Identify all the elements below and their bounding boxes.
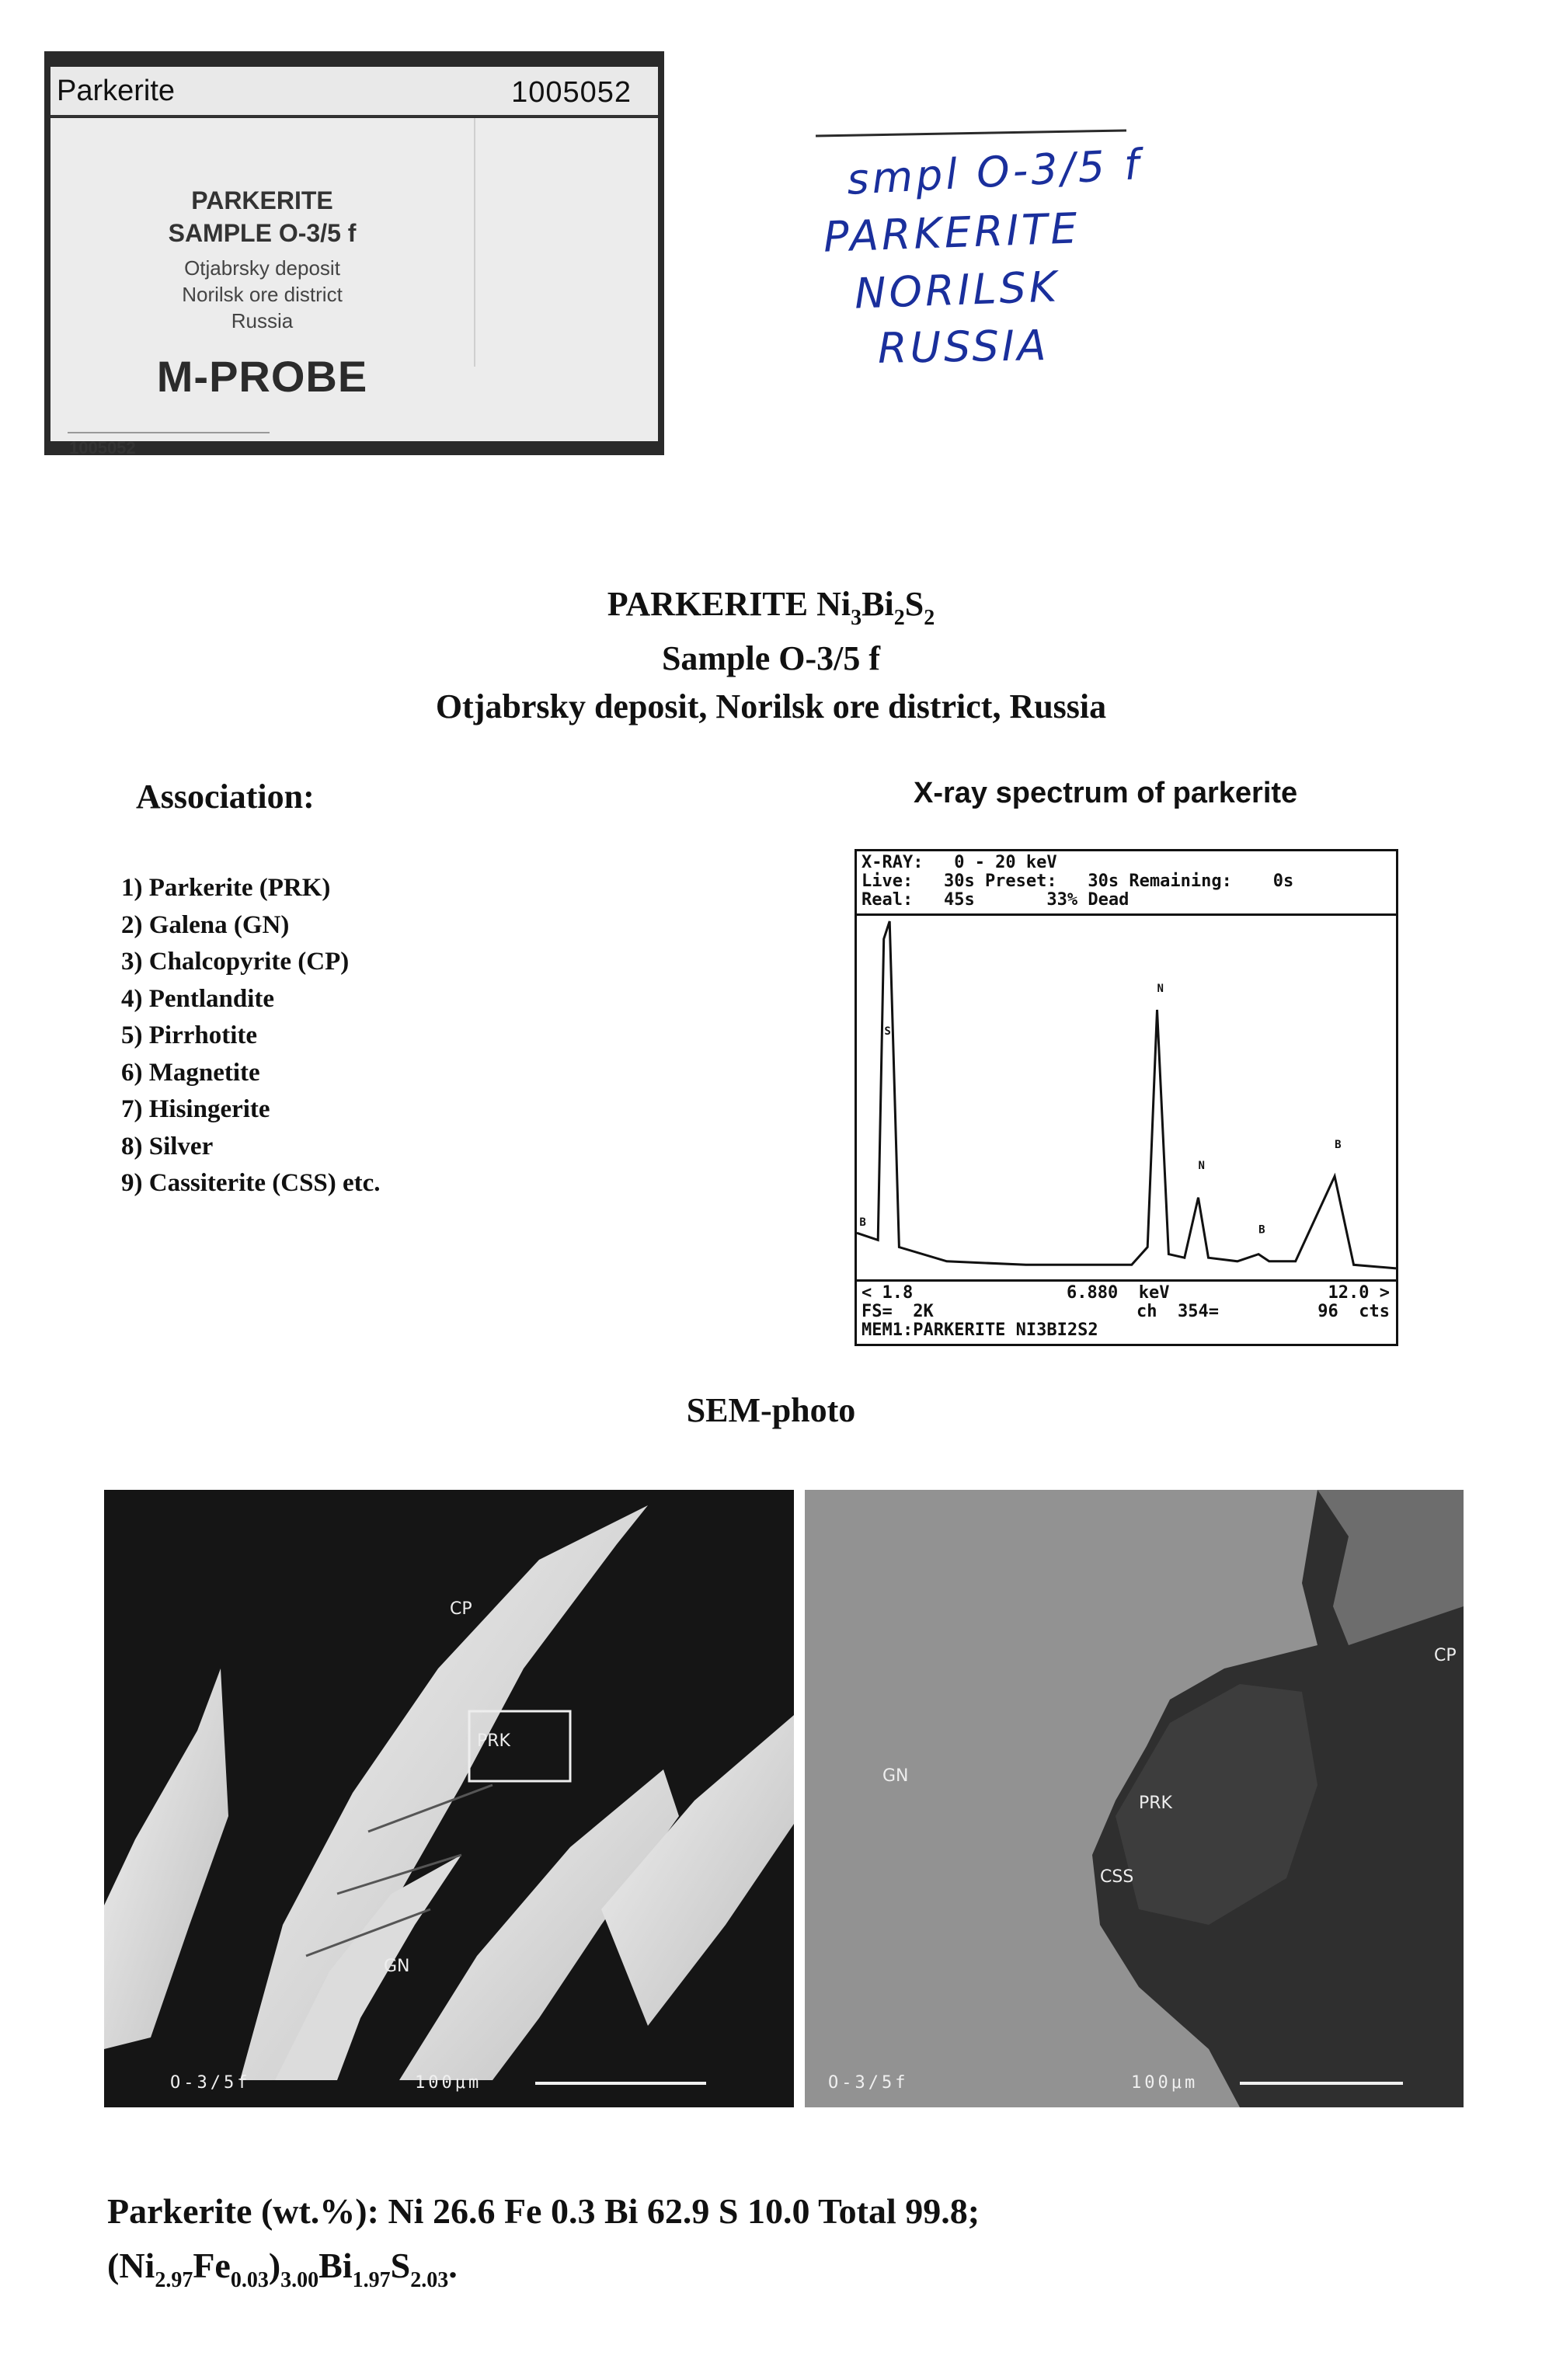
title-sub-s: 2: [924, 606, 935, 630]
formula-end: .: [448, 2246, 458, 2285]
handwritten-line-3: NORILSK: [853, 262, 1061, 318]
spectrum-head-line-1: X-RAY: 0 - 20 keV: [862, 853, 1057, 872]
spectrum-foot-left: < 1.8: [862, 1283, 914, 1303]
sem-photo-1-image: [104, 1490, 794, 2107]
handwritten-line-4: RUSSIA: [877, 321, 1050, 373]
sem2-label-prk: PRK: [1139, 1794, 1172, 1813]
sem-photo-1: [104, 1490, 794, 2107]
sem1-scale-label: 100μm: [415, 2073, 482, 2093]
association-item: 5) Pirrhotite: [121, 1021, 258, 1049]
spectrum-header: [857, 851, 1396, 916]
label-header: [50, 67, 658, 117]
spectrum-foot-fs: FS= 2K: [862, 1302, 934, 1321]
spectrum-foot-mem: MEM1:PARKERITE NI3BI2S2: [862, 1320, 1098, 1340]
title-sub-ni: 3: [851, 606, 862, 630]
sem1-sample-label: O-3/5f: [170, 2073, 251, 2093]
xray-spectrum: [855, 849, 1398, 1346]
formula-sub-bi: 1.97: [352, 2268, 391, 2292]
location-heading: Otjabrsky deposit, Norilsk ore district, Russia: [435, 687, 1107, 725]
spectrum-peak-labels: [859, 983, 1341, 1236]
association-list: [121, 870, 381, 1202]
spectrum-title: X-ray spectrum of parkerite: [914, 777, 1298, 809]
spectrum-svg: [857, 913, 1396, 1282]
title-prefix: PARKERITE Ni: [607, 585, 851, 623]
spectrum-head-line-3: Real: 45s 33% Dead: [862, 890, 1130, 910]
formula-sub-fe: 0.03: [230, 2268, 269, 2292]
formula-bi: Bi: [318, 2246, 353, 2285]
label-brand: M-PROBE: [156, 352, 368, 401]
formula-fe: Fe: [193, 2246, 231, 2285]
composition-wt: Parkerite (wt.%): Ni 26.6 Fe 0.3 Bi 62.9 S 10.0 Total 99.8;: [107, 2191, 980, 2231]
title-s: S: [904, 585, 924, 623]
title-bi: Bi: [862, 585, 894, 623]
sem-title: SEM-photo: [686, 1391, 856, 1429]
sem2-label-cp: CP: [1434, 1646, 1457, 1665]
spectrum-peak-label: B: [1335, 1138, 1342, 1151]
label-number: 1005052: [511, 76, 632, 109]
spectrum-peak-label: N: [1198, 1160, 1205, 1173]
association-title: Association:: [136, 778, 315, 816]
label-footer-line: [68, 432, 270, 433]
sem1-label-prk: PRK: [477, 1731, 510, 1751]
association-item: 7) Hisingerite: [121, 1095, 270, 1123]
formula-s: S: [390, 2246, 411, 2285]
sem2-scale-label: 100μm: [1131, 2073, 1199, 2093]
formula-ni: (Ni: [107, 2246, 155, 2285]
spectrum-foot-mid: 6.880 keV: [1067, 1283, 1170, 1303]
association-item: 9) Cassiterite (CSS) etc.: [121, 1169, 381, 1197]
association-item: 1) Parkerite (PRK): [121, 874, 331, 902]
spectrum-peak-label: N: [1157, 983, 1164, 996]
label-footer-number: 1005052: [69, 438, 136, 458]
sem-photo-2-image: [805, 1490, 1464, 2107]
page-title: [0, 584, 1542, 630]
label-line-2: SAMPLE O-3/5 f: [168, 219, 357, 247]
spectrum-foot-right: 12.0 >: [1328, 1283, 1390, 1303]
spectrum-series-line: [857, 921, 1396, 1268]
composition-formula: [107, 2245, 458, 2292]
title-sub-bi: 2: [893, 606, 905, 630]
association-item: 8) Silver: [121, 1132, 214, 1160]
spectrum-footer: [857, 1279, 1396, 1344]
spectrum-peak-label: B: [859, 1216, 866, 1230]
association-item: 6) Magnetite: [121, 1058, 260, 1087]
label-divider: [474, 118, 475, 367]
label-line-1: PARKERITE: [191, 186, 333, 214]
label-mineral-name: Parkerite: [57, 75, 176, 107]
spectrum-plot: [857, 913, 1396, 1282]
sem1-label-cp: CP: [450, 1599, 472, 1619]
formula-close: ): [268, 2246, 281, 2285]
sem1-label-gn: GN: [384, 1957, 410, 1976]
label-line-4: Norilsk ore district: [182, 283, 343, 306]
sample-heading: Sample O-3/5 f: [661, 639, 881, 677]
handwritten-line-1: smpl O-3/5 f: [845, 140, 1143, 204]
formula-sub-s: 2.03: [410, 2268, 449, 2292]
association-item: 2) Galena (GN): [121, 910, 290, 939]
handwritten-line-2: PARKERITE: [823, 204, 1081, 262]
label-line-3: Otjabrsky deposit: [184, 256, 340, 280]
sem2-sample-label: O-3/5f: [828, 2073, 909, 2093]
spectrum-head-line-2: Live: 30s Preset: 30s Remaining: 0s: [862, 872, 1294, 891]
label-body: [50, 118, 658, 458]
sem-photo-2: [805, 1490, 1464, 2107]
formula-sub-group: 3.00: [280, 2268, 319, 2292]
formula-sub-ni: 2.97: [155, 2268, 193, 2292]
sem2-label-css: CSS: [1100, 1867, 1134, 1887]
sem2-label-gn: GN: [882, 1766, 909, 1786]
label-line-5: Russia: [231, 309, 294, 332]
spectrum-foot-cts: 96 cts: [1317, 1302, 1390, 1321]
spectrum-peak-label: S: [884, 1025, 891, 1038]
association-item: 4) Pentlandite: [121, 984, 275, 1013]
handwritten-underline: [816, 130, 1126, 137]
spectrum-peak-label: B: [1258, 1223, 1265, 1237]
spectrum-foot-ch: ch 354=: [1136, 1302, 1219, 1321]
association-item: 3) Chalcopyrite (CP): [121, 948, 350, 976]
specimen-label: [44, 51, 664, 458]
